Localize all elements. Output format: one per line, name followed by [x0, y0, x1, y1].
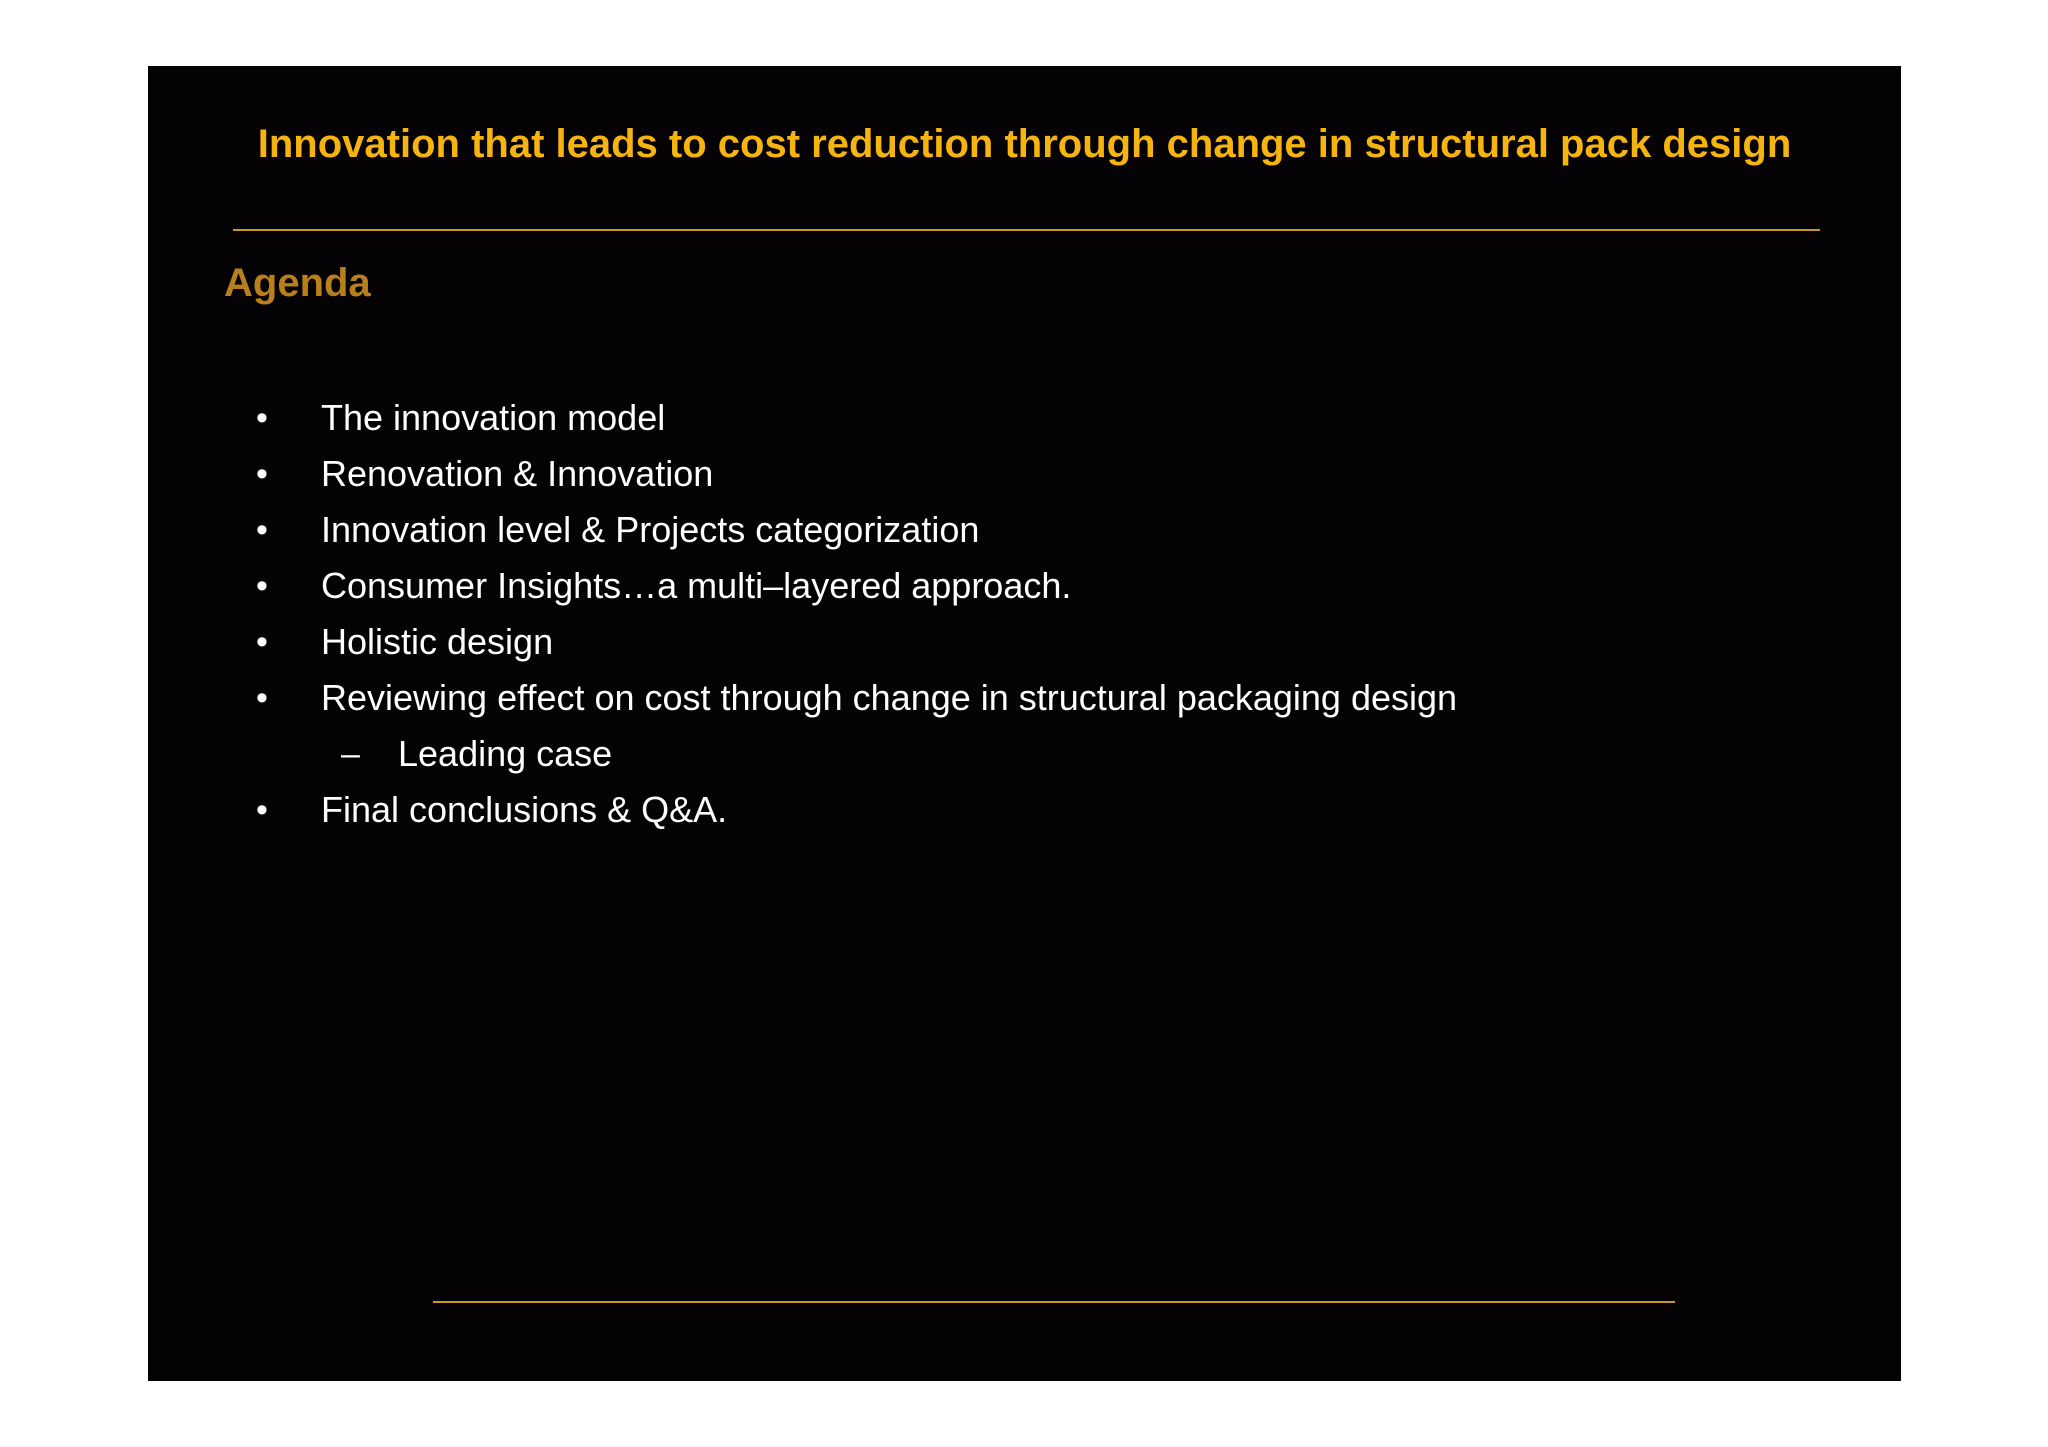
slide-title: Innovation that leads to cost reduction through change in structural pack design — [257, 122, 1792, 166]
section-heading: Agenda — [224, 261, 371, 305]
title-divider — [233, 229, 1820, 231]
slide — [148, 66, 1901, 1381]
bullet-icon: • — [256, 455, 268, 493]
agenda-item — [148, 782, 1901, 838]
bullet-icon: • — [256, 679, 268, 717]
agenda-item-label: The innovation model — [321, 397, 666, 438]
bullet-icon: • — [256, 623, 268, 661]
agenda-item — [148, 558, 1901, 614]
agenda-list — [148, 390, 1901, 838]
bullet-icon: • — [256, 567, 268, 605]
footer-divider — [433, 1301, 1675, 1303]
agenda-item-label: Holistic design — [321, 621, 554, 662]
agenda-item — [148, 670, 1901, 726]
agenda-item-label: Final conclusions & Q&A. — [321, 789, 728, 830]
bullet-icon: • — [256, 791, 268, 829]
agenda-item — [148, 614, 1901, 670]
bullet-icon: • — [256, 511, 268, 549]
agenda-sub-item — [148, 726, 1901, 782]
agenda-item — [148, 446, 1901, 502]
agenda-item-label: Reviewing effect on cost through change in structural packaging design — [321, 677, 1458, 718]
dash-icon: – — [341, 735, 360, 773]
agenda-sub-item-label: Leading case — [398, 733, 613, 774]
agenda-item — [148, 502, 1901, 558]
bullet-icon: • — [256, 399, 268, 437]
agenda-item — [148, 390, 1901, 446]
agenda-item-label: Renovation & Innovation — [321, 453, 714, 494]
agenda-item-label: Innovation level & Projects categorization — [321, 509, 980, 550]
agenda-item-label: Consumer Insights…a multi–layered approach. — [321, 565, 1072, 606]
